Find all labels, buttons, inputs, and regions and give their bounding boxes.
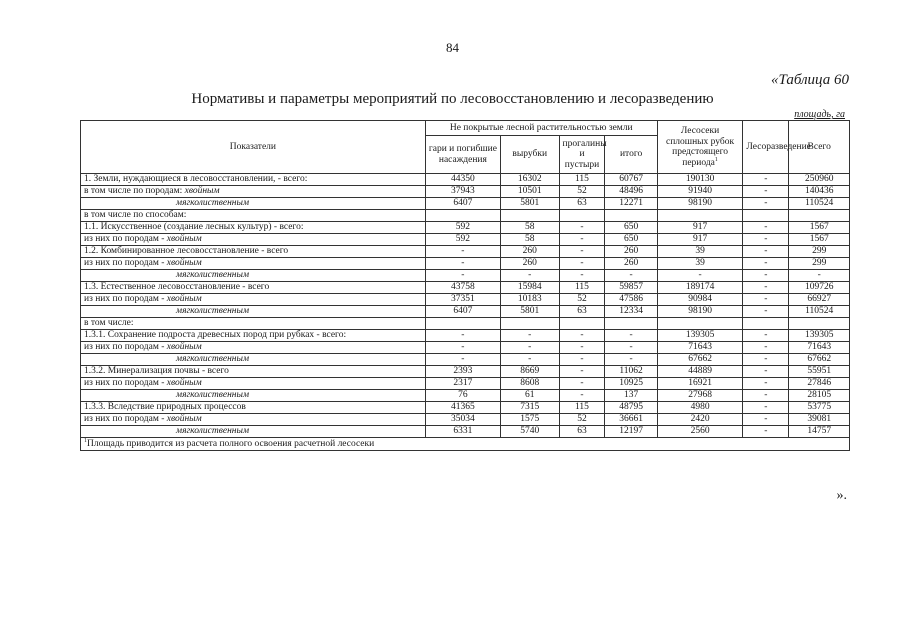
row-value: -	[743, 306, 789, 318]
row-value: 53775	[789, 402, 850, 414]
row-value: -	[743, 426, 789, 438]
table-body	[81, 174, 850, 438]
row-value: 12334	[605, 306, 657, 318]
row-value: -	[559, 222, 605, 234]
row-value: 5801	[501, 198, 560, 210]
row-value: -	[559, 366, 605, 378]
row-value: 110524	[789, 198, 850, 210]
table-row	[81, 306, 850, 318]
header-burns: гари и погибшие насаждения	[425, 136, 500, 174]
row-value: 66927	[789, 294, 850, 306]
row-value: 592	[425, 222, 500, 234]
footnote-mark: 1	[84, 437, 87, 444]
row-label: в том числе по способам:	[81, 210, 426, 222]
row-value: 44889	[657, 366, 743, 378]
row-label: в том числе:	[81, 318, 426, 330]
row-value: -	[743, 354, 789, 366]
row-label	[81, 294, 426, 306]
row-value: 39	[657, 258, 743, 270]
row-value	[501, 210, 560, 222]
row-value: 139305	[657, 330, 743, 342]
table-row	[81, 186, 850, 198]
row-value	[743, 318, 789, 330]
row-value: 16921	[657, 378, 743, 390]
row-value: -	[743, 222, 789, 234]
row-value: 189174	[657, 282, 743, 294]
row-value: 250960	[789, 174, 850, 186]
closing-quote: ».	[836, 488, 847, 503]
row-value: 4980	[657, 402, 743, 414]
row-value: -	[743, 198, 789, 210]
row-value: -	[605, 342, 657, 354]
header-indicator: Показатели	[81, 121, 426, 174]
row-value: 2560	[657, 426, 743, 438]
row-value: -	[657, 270, 743, 282]
page-title: Нормативы и параметры мероприятий по лесовосстановлению и лесоразведению	[191, 91, 714, 107]
row-value: -	[789, 270, 850, 282]
row-value: -	[425, 246, 500, 258]
row-value: 48795	[605, 402, 657, 414]
row-value	[501, 318, 560, 330]
row-value	[605, 210, 657, 222]
row-value: 16302	[501, 174, 560, 186]
footnote	[81, 438, 850, 451]
row-value: -	[425, 354, 500, 366]
row-value: -	[743, 258, 789, 270]
row-value: -	[501, 330, 560, 342]
row-value: 115	[559, 402, 605, 414]
row-value: 5740	[501, 426, 560, 438]
row-value: 260	[501, 258, 560, 270]
row-value: -	[559, 390, 605, 402]
row-value: -	[743, 378, 789, 390]
row-value	[605, 318, 657, 330]
row-label	[81, 414, 426, 426]
row-value: 10501	[501, 186, 560, 198]
row-value: -	[743, 282, 789, 294]
row-value: -	[559, 330, 605, 342]
row-label: 1.2. Комбинированное лесовосстановление - всего	[81, 246, 426, 258]
header-cutting-areas	[657, 121, 743, 174]
row-label-species: хвойным	[166, 378, 202, 388]
row-value: 6407	[425, 198, 500, 210]
row-value: 917	[657, 234, 743, 246]
row-value: 98190	[657, 306, 743, 318]
row-label: мягколиственным	[81, 354, 426, 366]
row-value: -	[605, 354, 657, 366]
table-row	[81, 366, 850, 378]
row-value: 8669	[501, 366, 560, 378]
row-value: 109726	[789, 282, 850, 294]
row-value: 110524	[789, 306, 850, 318]
row-value: 28105	[789, 390, 850, 402]
row-value: 60767	[605, 174, 657, 186]
row-value: 67662	[657, 354, 743, 366]
row-value: 1567	[789, 222, 850, 234]
table-row	[81, 198, 850, 210]
header-afforestation: Лесоразведение	[743, 121, 789, 174]
row-value: -	[559, 258, 605, 270]
row-label-species: хвойным	[166, 258, 202, 268]
row-value: 10925	[605, 378, 657, 390]
row-value: 58	[501, 234, 560, 246]
row-value: 71643	[789, 342, 850, 354]
row-label-text: из них по породам -	[84, 414, 167, 424]
table-row	[81, 282, 850, 294]
table-row	[81, 294, 850, 306]
row-value	[743, 210, 789, 222]
row-label	[81, 186, 426, 198]
row-label-species: хвойным	[166, 294, 202, 304]
header-glades: прогалины и пустыри	[559, 136, 605, 174]
row-value: 650	[605, 234, 657, 246]
row-value: -	[425, 330, 500, 342]
page-number: 84	[446, 40, 459, 55]
row-value: -	[743, 330, 789, 342]
row-value: 36661	[605, 414, 657, 426]
table-row	[81, 258, 850, 270]
row-value: -	[743, 186, 789, 198]
row-value: 5801	[501, 306, 560, 318]
header-cutting-text: Лесосеки сплошных рубок предстоящего периода	[665, 126, 735, 168]
row-value: -	[559, 342, 605, 354]
row-value: 47586	[605, 294, 657, 306]
row-label	[81, 342, 426, 354]
row-value: 115	[559, 282, 605, 294]
row-value: 190130	[657, 174, 743, 186]
table-row	[81, 342, 850, 354]
row-value: 14757	[789, 426, 850, 438]
row-value: 260	[605, 258, 657, 270]
row-value: 115	[559, 174, 605, 186]
table-row	[81, 390, 850, 402]
row-label: 1.3. Естественное лесовосстановление - всего	[81, 282, 426, 294]
row-value: 2317	[425, 378, 500, 390]
row-value	[425, 318, 500, 330]
row-value: 76	[425, 390, 500, 402]
table-row	[81, 414, 850, 426]
row-value: -	[743, 294, 789, 306]
row-value	[559, 210, 605, 222]
row-label	[81, 234, 426, 246]
row-value: -	[559, 234, 605, 246]
table-row	[81, 378, 850, 390]
row-value: 650	[605, 222, 657, 234]
row-label: 1.3.3. Вследствие природных процессов	[81, 402, 426, 414]
table-row	[81, 402, 850, 414]
table-row	[81, 234, 850, 246]
row-value: 41365	[425, 402, 500, 414]
row-value: -	[743, 366, 789, 378]
row-value: 592	[425, 234, 500, 246]
row-value: 2393	[425, 366, 500, 378]
row-label: мягколиственным	[81, 390, 426, 402]
row-value: 90984	[657, 294, 743, 306]
row-value: -	[501, 354, 560, 366]
row-value: 7315	[501, 402, 560, 414]
row-value: 1567	[789, 234, 850, 246]
row-value: 299	[789, 258, 850, 270]
row-value: 59857	[605, 282, 657, 294]
row-value: -	[501, 342, 560, 354]
table-row	[81, 354, 850, 366]
row-value	[657, 318, 743, 330]
row-value	[657, 210, 743, 222]
header-total: итого	[605, 136, 657, 174]
row-label-species: хвойным	[184, 186, 220, 196]
row-value: -	[501, 270, 560, 282]
row-value: -	[743, 174, 789, 186]
table-row	[81, 246, 850, 258]
table-row	[81, 318, 850, 330]
row-value: 58	[501, 222, 560, 234]
row-value: -	[743, 414, 789, 426]
row-value: 27968	[657, 390, 743, 402]
header-not-covered-group: Не покрытые лесной растительностью земли	[425, 121, 657, 136]
row-value: 91940	[657, 186, 743, 198]
row-value: 43758	[425, 282, 500, 294]
row-value: -	[559, 246, 605, 258]
row-label: 1.1. Искусственное (создание лесных культур) - всего:	[81, 222, 426, 234]
table-row	[81, 426, 850, 438]
row-value: 52	[559, 186, 605, 198]
row-label-species: хвойным	[166, 342, 202, 352]
footnote-text: Площадь приводится из расчета полного освоения расчетной лесосеки	[87, 438, 375, 449]
table-row	[81, 210, 850, 222]
row-value: 139305	[789, 330, 850, 342]
row-label-text: из них по породам -	[84, 378, 167, 388]
row-value: 67662	[789, 354, 850, 366]
row-value: 63	[559, 198, 605, 210]
header-all: Всего	[789, 121, 850, 174]
row-value: 260	[501, 246, 560, 258]
row-value: 37943	[425, 186, 500, 198]
row-value: -	[425, 342, 500, 354]
row-value: 12271	[605, 198, 657, 210]
row-label: мягколиственным	[81, 306, 426, 318]
row-label: мягколиственным	[81, 270, 426, 282]
row-label-species: хвойным	[166, 414, 202, 424]
row-value: 39	[657, 246, 743, 258]
row-label	[81, 258, 426, 270]
row-label-text: из них по породам -	[84, 234, 167, 244]
row-value: -	[743, 246, 789, 258]
row-value: 48496	[605, 186, 657, 198]
row-value: 27846	[789, 378, 850, 390]
table-row	[81, 222, 850, 234]
row-value: 63	[559, 306, 605, 318]
row-label: 1. Земли, нуждающиеся в лесовосстановлении, - всего:	[81, 174, 426, 186]
row-value: 299	[789, 246, 850, 258]
row-value: 11062	[605, 366, 657, 378]
row-value: -	[425, 258, 500, 270]
header-cutting-footnote-mark: 1	[714, 156, 718, 163]
row-value: 35034	[425, 414, 500, 426]
row-label: 1.3.2. Минерализация почвы - всего	[81, 366, 426, 378]
unit-label: площадь, га	[794, 109, 845, 120]
row-label-text: из них по породам -	[84, 294, 167, 304]
row-label	[81, 378, 426, 390]
row-value	[425, 210, 500, 222]
row-value: -	[743, 342, 789, 354]
row-value: -	[605, 270, 657, 282]
table-row	[81, 270, 850, 282]
row-value: 71643	[657, 342, 743, 354]
row-value: -	[559, 354, 605, 366]
row-value: 44350	[425, 174, 500, 186]
row-label-text: из них по породам -	[84, 258, 167, 268]
row-label-text: из них по породам -	[84, 342, 167, 352]
table-row	[81, 174, 850, 186]
row-value: -	[743, 234, 789, 246]
row-label: мягколиственным	[81, 426, 426, 438]
row-value: 55951	[789, 366, 850, 378]
row-value: 917	[657, 222, 743, 234]
row-value: 61	[501, 390, 560, 402]
row-value: 6407	[425, 306, 500, 318]
forest-restoration-table	[80, 120, 850, 451]
row-value: 37351	[425, 294, 500, 306]
row-label: мягколиственным	[81, 198, 426, 210]
row-value: 12197	[605, 426, 657, 438]
row-value: -	[559, 378, 605, 390]
row-value	[789, 318, 850, 330]
row-value: -	[743, 390, 789, 402]
row-value: 6331	[425, 426, 500, 438]
row-value: 10183	[501, 294, 560, 306]
row-value: -	[743, 402, 789, 414]
row-value: 260	[605, 246, 657, 258]
row-value	[789, 210, 850, 222]
row-value: 140436	[789, 186, 850, 198]
row-label: 1.3.1. Сохранение подроста древесных пород при рубках - всего:	[81, 330, 426, 342]
row-value: 52	[559, 294, 605, 306]
row-value: 15984	[501, 282, 560, 294]
row-value	[559, 318, 605, 330]
row-value: 63	[559, 426, 605, 438]
row-value: -	[743, 270, 789, 282]
table-caption: «Таблица 60	[771, 72, 849, 88]
row-value: -	[605, 330, 657, 342]
row-value: -	[559, 270, 605, 282]
row-value: 137	[605, 390, 657, 402]
row-value: -	[425, 270, 500, 282]
row-value: 2420	[657, 414, 743, 426]
row-label-species: хвойным	[166, 234, 202, 244]
row-value: 98190	[657, 198, 743, 210]
row-label-text: в том числе по породам:	[84, 186, 185, 196]
header-clearings: вырубки	[501, 136, 560, 174]
row-value: 8608	[501, 378, 560, 390]
row-value: 39081	[789, 414, 850, 426]
table-row	[81, 330, 850, 342]
row-value: 52	[559, 414, 605, 426]
row-value: 1575	[501, 414, 560, 426]
